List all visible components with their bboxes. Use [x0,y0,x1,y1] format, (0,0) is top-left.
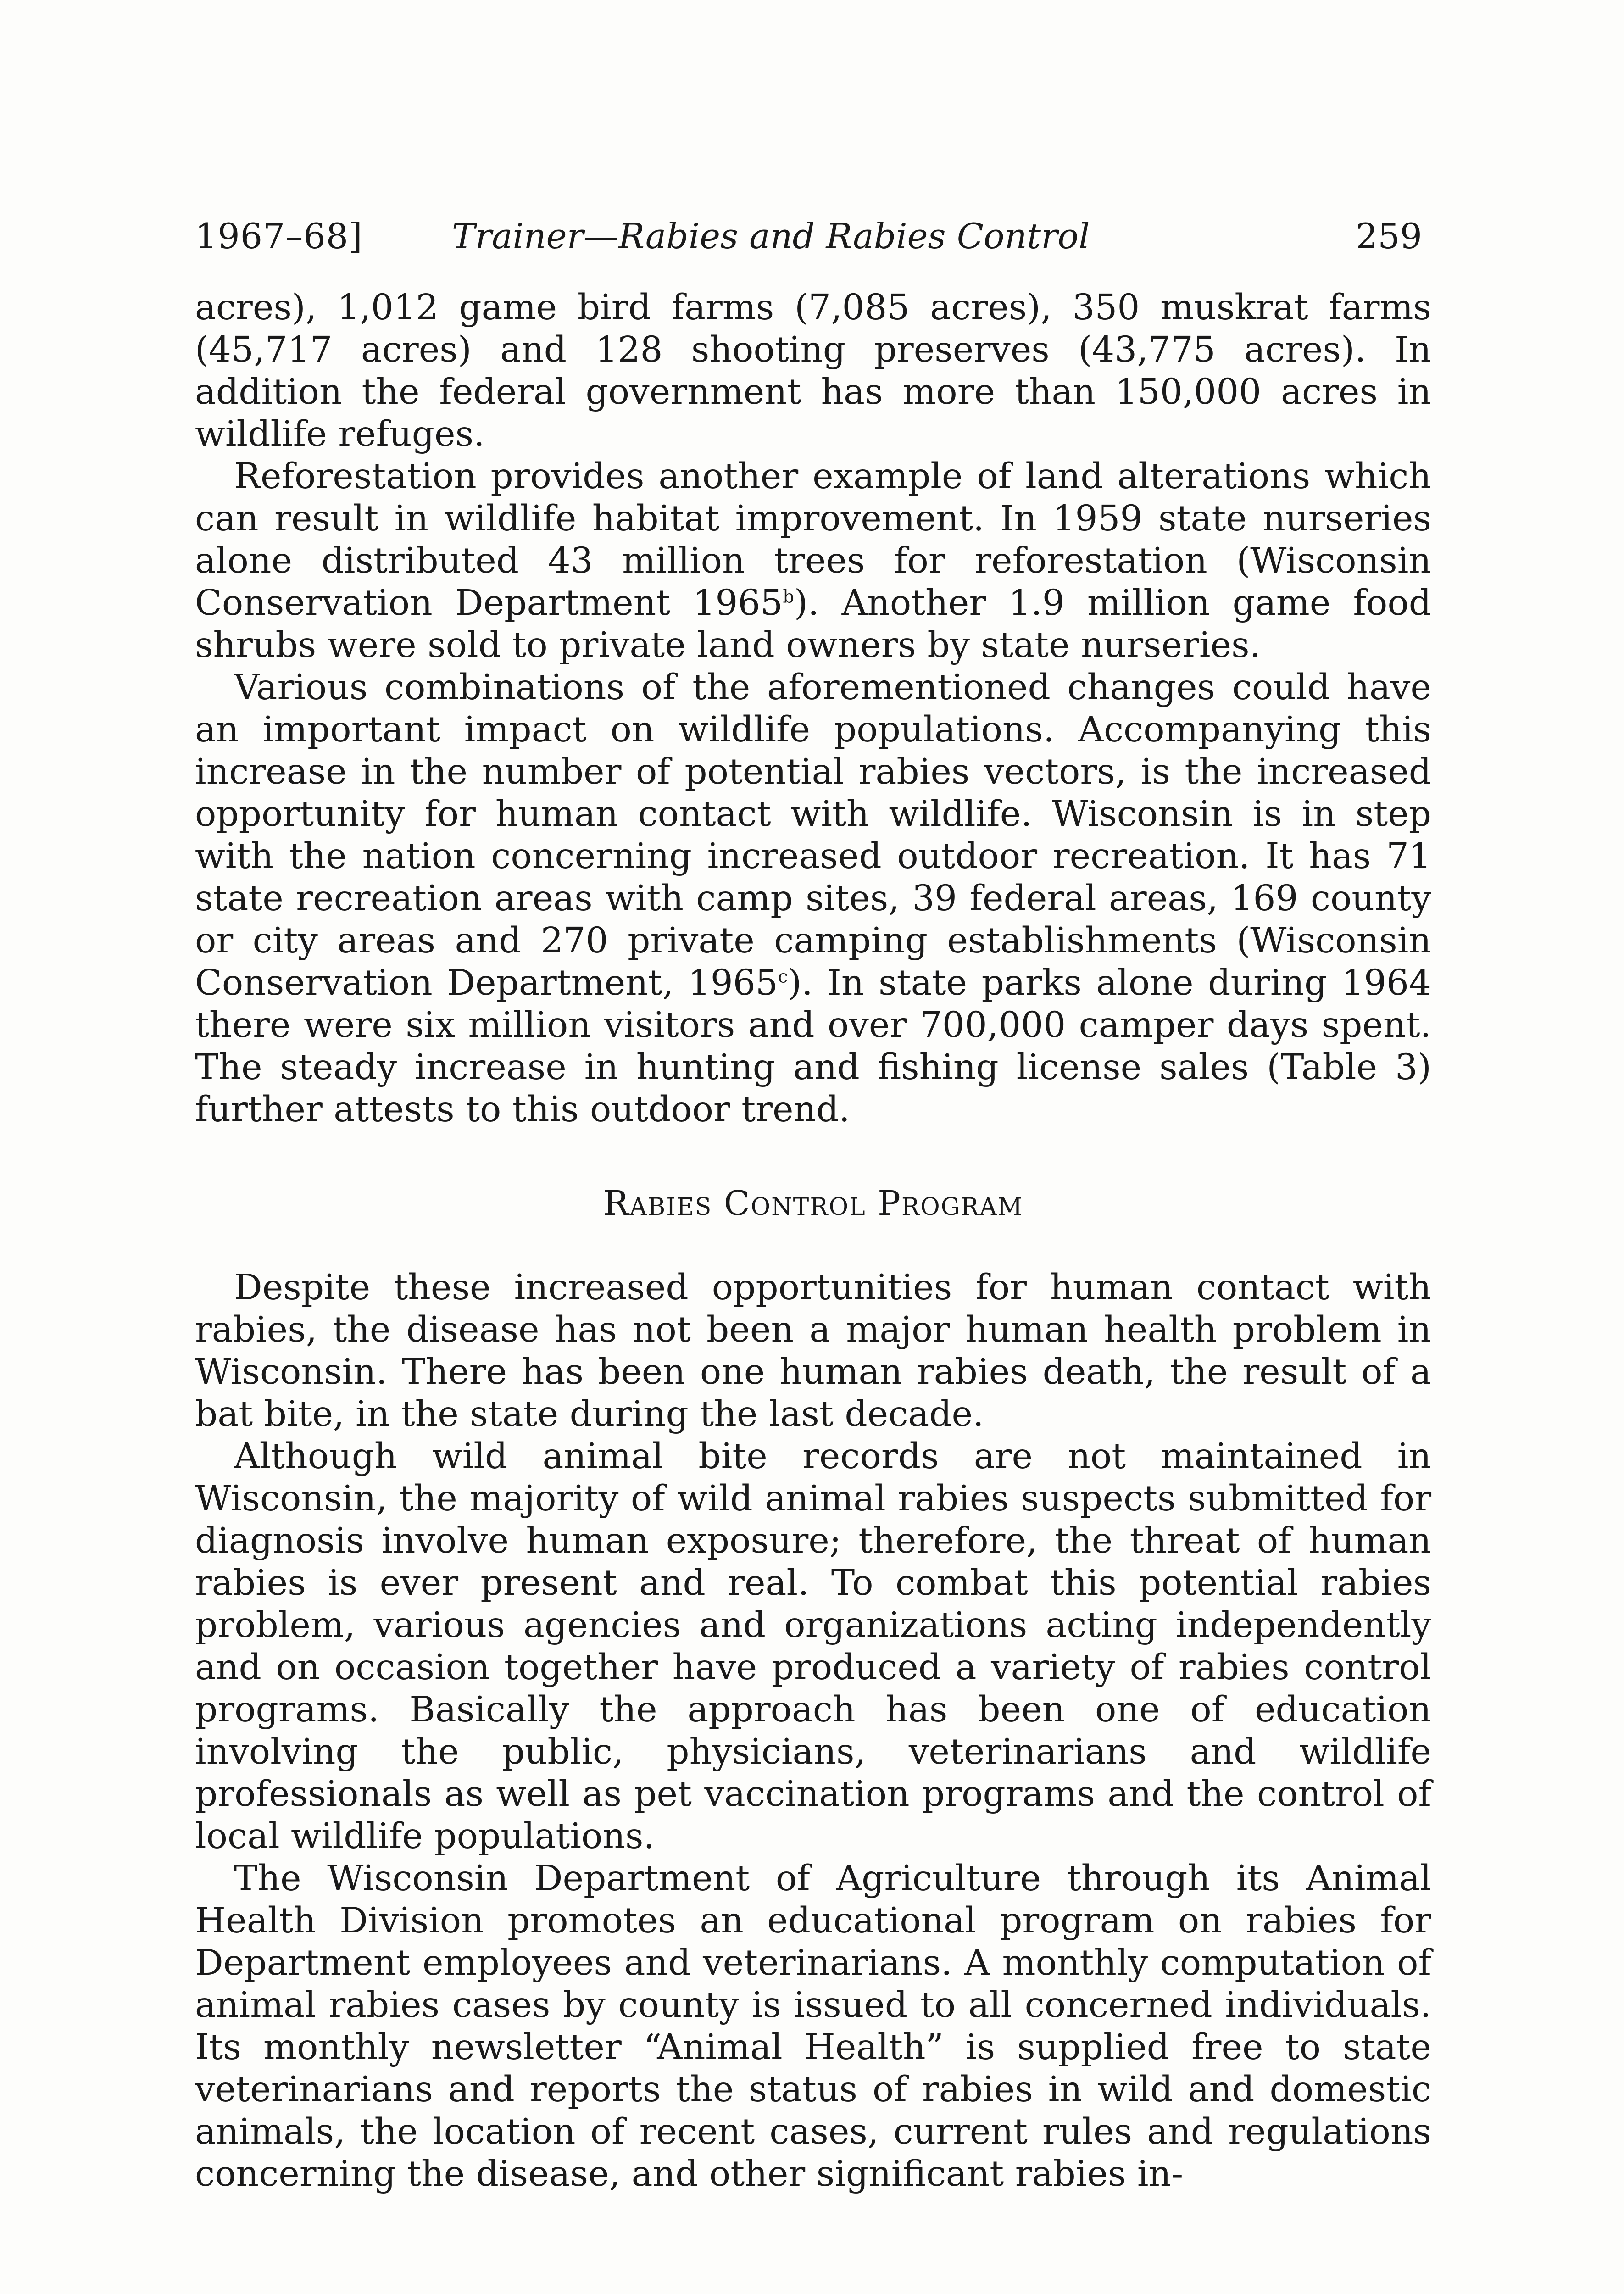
paragraph-2-superscript: b [783,586,794,607]
paragraph-3 [195,667,1431,1131]
paragraph-6: The Wisconsin Department of Agriculture through its Animal Health Division promotes an educational program on rabies for Department employees and veterinarians. A monthly computation of animal rabies cases by county is issued to all concerned individuals. Its monthly newsletter “Animal Health” is supplied free to state veterinarians and reports the status of rabies in wild and domestic animals, the location of recent cases, current rules and regulations concerning the disease, and other significant rabies in- [195,1858,1431,2194]
running-head [195,209,1431,264]
page-number: 259 [1355,216,1422,256]
paragraph-4: Despite these increased opportunities for human contact with rabies, the disease has not been a major human health problem in Wisconsin. There has been one human rabies death, the result of a bat bite, in the state during the last decade. [195,1267,1431,1435]
paragraph-3-superscript: c [778,966,788,987]
body-text [195,287,1431,2195]
article-title: Trainer—Rabies and Rabies Control [452,216,1090,256]
paragraph-3-part-a: Various combinations of the aforementioned changes could have an important impact on wildlife populations. Accompanying this increase in the number of potential rabies vectors, is the increased opportunity for human contact with wildlife. Wisconsin is in step with the nation concerning increased outdoor recreation. It has 71 state recreation areas with camp sites, 39 federal areas, 169 county or city areas and 270 private camping establishments (Wisconsin Conservation Department, 1965 [195,667,1431,1003]
paragraph-2 [195,456,1431,667]
journal-page [195,209,1431,2195]
paragraph-1: acres), 1,012 game bird farms (7,085 acres), 350 muskrat farms (45,717 acres) and 128 shooting preserves (43,775 acres). In addition the federal government has more than 150,000 acres in wildlife refuges. [195,287,1431,455]
volume-years: 1967–68] [195,216,363,256]
paragraph-5: Although wild animal bite records are not maintained in Wisconsin, the majority of wild animal rabies suspects submitted for diagnosis involve human exposure; therefore, the threat of human rabies is ever present and real. To combat this potential rabies problem, various agencies and organizations acting independently and on occasion together have produced a variety of rabies control programs. Basically the approach has been one of education involving the public, physicians, veterinarians and wildlife professionals as well as pet vaccination programs and the control of local wildlife populations. [195,1436,1431,1857]
section-heading: Rabies Control Program [603,1184,1023,1223]
paragraph-2-part-b: ). Another 1.9 million game food shrubs were sold to private land owners by state nurseries. [195,583,1432,666]
paragraph-2-part-a: Reforestation provides another example of land alterations which can result in wildlife habitat improvement. In 1959 state nurseries alone distributed 43 million trees for reforestation (Wisconsin Conservation Department 1965 [195,456,1431,624]
paragraph-3-part-b: ). In state parks alone during 1964 there were six million visitors and over 700,000 camper days spent. The steady increase in hunting and fishing license sales (Table 3) further attests to this outdoor trend. [195,963,1431,1130]
